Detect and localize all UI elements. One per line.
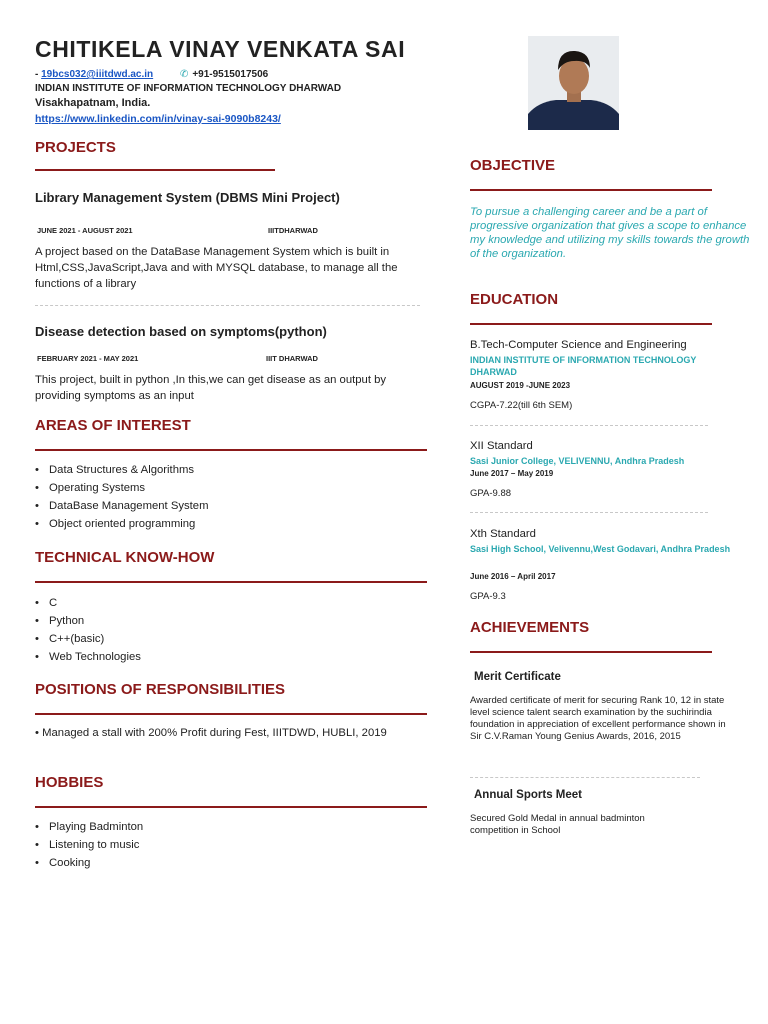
list-item: • Listening to music bbox=[35, 836, 143, 854]
achievement-text: Awarded certificate of merit for securing Rank 10, 12 in state level science talent search examination by the suchirindia foundation in appreciation of excellent performance shown in Sir C.V.Raman Young Genius Awards, 2016, 2015 bbox=[470, 695, 726, 742]
achievement-text: Secured Gold Medal in annual badminton competition in School bbox=[470, 813, 645, 836]
achievements-title: ACHIEVEMENTS bbox=[470, 619, 590, 636]
contact-block bbox=[35, 68, 475, 127]
divider bbox=[470, 512, 708, 513]
list-item: • Python bbox=[35, 612, 141, 630]
divider bbox=[470, 777, 700, 778]
education-degree: Xth Standard bbox=[470, 528, 536, 540]
positions-rule bbox=[35, 713, 427, 715]
education-institution: INDIAN INSTITUTE OF INFORMATION TECHNOLOGY DHARWAD bbox=[470, 355, 697, 377]
hobbies-list bbox=[35, 818, 143, 872]
education-title: EDUCATION bbox=[470, 291, 559, 308]
location-line: Visakhapatnam, India. bbox=[35, 97, 151, 109]
education-dates: June 2017 – May 2019 bbox=[470, 469, 554, 478]
list-item: • Web Technologies bbox=[35, 648, 141, 666]
hobbies-title: HOBBIES bbox=[35, 774, 104, 791]
objective-rule bbox=[470, 189, 712, 191]
education-institution: Sasi High School, Velivennu,West Godavari, Andhra Pradesh bbox=[470, 544, 731, 554]
hobbies-rule bbox=[35, 806, 427, 808]
projects-rule bbox=[35, 169, 275, 171]
project-description: A project based on the DataBase Management System which is built in Html,CSS,JavaScript,Java and with MYSQL database, to manage all the functions of a library bbox=[35, 246, 398, 290]
bullet: • bbox=[35, 727, 43, 739]
divider bbox=[470, 425, 708, 426]
technical-list bbox=[35, 594, 141, 666]
education-degree: B.Tech-Computer Science and Engineering bbox=[470, 339, 687, 351]
achievement-title: Merit Certificate bbox=[474, 671, 561, 683]
project-title: Disease detection based on symptoms(python) bbox=[35, 324, 327, 339]
education-rule bbox=[470, 323, 712, 325]
projects-title: PROJECTS bbox=[35, 139, 116, 156]
project-place: IIIT DHARWAD bbox=[266, 354, 318, 363]
project-description: This project, built in python ,In this,we can get disease as an output by providing symptoms as an input bbox=[35, 374, 387, 402]
achievements-rule bbox=[470, 651, 712, 653]
technical-title: TECHNICAL KNOW-HOW bbox=[35, 549, 215, 566]
list-item: • C bbox=[35, 594, 141, 612]
candidate-name: CHITIKELA VINAY VENKATA SAI bbox=[35, 36, 406, 62]
education-grade: GPA-9.3 bbox=[470, 591, 506, 602]
positions-title: POSITIONS OF RESPONSIBILITIES bbox=[35, 681, 286, 698]
education-grade: GPA-9.88 bbox=[470, 488, 512, 499]
areas-list bbox=[35, 461, 209, 533]
education-dates: AUGUST 2019 -JUNE 2023 bbox=[470, 381, 571, 390]
areas-title: AREAS OF INTEREST bbox=[35, 417, 191, 434]
education-grade: CGPA-7.22(till 6th SEM) bbox=[470, 400, 573, 411]
areas-rule bbox=[35, 449, 427, 451]
positions-text: Managed a stall with 200% Profit during Fest, IIITDWD, HUBLI, 2019 bbox=[42, 727, 387, 739]
objective-title: OBJECTIVE bbox=[470, 157, 556, 174]
list-item: • DataBase Management System bbox=[35, 497, 209, 515]
divider bbox=[35, 305, 420, 306]
education-institution: Sasi Junior College, VELIVENNU, Andhra Pradesh bbox=[470, 456, 685, 466]
list-item: • Cooking bbox=[35, 854, 143, 872]
institute-line: INDIAN INSTITUTE OF INFORMATION TECHNOLOGY DHARWAD bbox=[35, 83, 342, 94]
email-prefix: - bbox=[35, 69, 39, 80]
objective-text: To pursue a challenging career and be a part of progressive organization that gives a scope to enhance my knowledge and utilizing my skills towards the growth of the organization. bbox=[470, 206, 750, 260]
education-degree: XII Standard bbox=[470, 440, 533, 452]
phone-number: +91-9515017506 bbox=[192, 69, 269, 80]
list-item: • Object oriented programming bbox=[35, 515, 209, 533]
project-title: Library Management System (DBMS Mini Project) bbox=[35, 190, 340, 205]
profile-photo bbox=[528, 36, 619, 130]
list-item: • Data Structures & Algorithms bbox=[35, 461, 209, 479]
list-item: • C++(basic) bbox=[35, 630, 141, 648]
education-dates: June 2016 – April 2017 bbox=[470, 572, 556, 581]
project-dates: JUNE 2021 - AUGUST 2021 bbox=[37, 226, 133, 235]
project-dates: FEBRUARY 2021 - MAY 2021 bbox=[37, 354, 139, 363]
positions-item bbox=[35, 725, 442, 741]
email-link[interactable]: 19bcs032@iiitdwd.ac.in bbox=[41, 69, 154, 80]
list-item: • Operating Systems bbox=[35, 479, 209, 497]
linkedin-link[interactable]: https://www.linkedin.com/in/vinay-sai-9090b8243/ bbox=[35, 113, 281, 125]
achievement-title: Annual Sports Meet bbox=[474, 789, 582, 801]
project-place: IIITDHARWAD bbox=[268, 226, 318, 235]
list-item: • Playing Badminton bbox=[35, 818, 143, 836]
phone-icon: ✆ bbox=[179, 69, 189, 80]
technical-rule bbox=[35, 581, 427, 583]
